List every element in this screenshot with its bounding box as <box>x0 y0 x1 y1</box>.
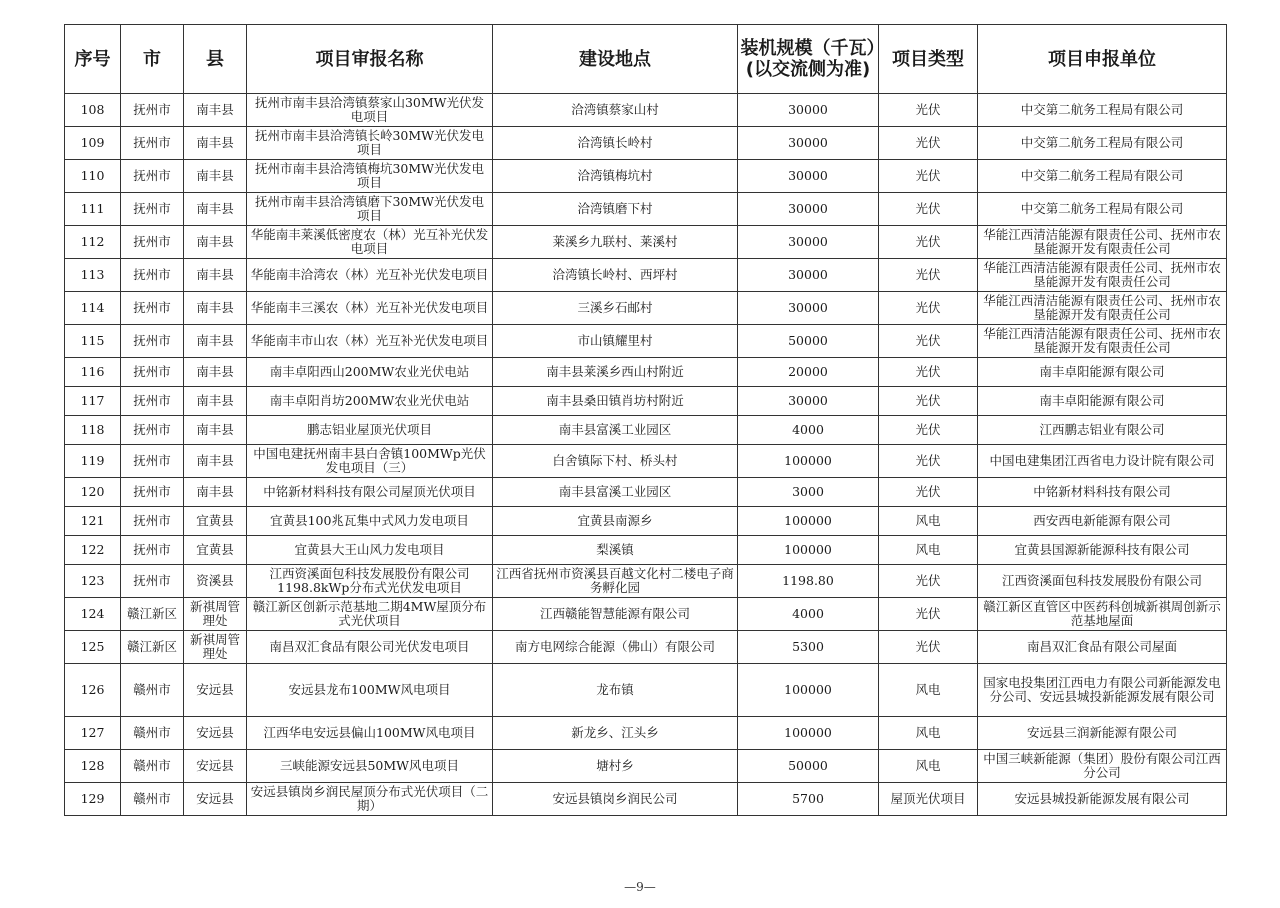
row-city: 抚州市 <box>121 536 184 565</box>
row-county: 南丰县 <box>184 358 247 387</box>
row-applicant: 南丰卓阳能源有限公司 <box>978 358 1227 387</box>
header-project-name: 项目审报名称 <box>247 25 493 94</box>
row-location: 安远县镇岗乡润民公司 <box>493 783 738 816</box>
row-project-name: 抚州市南丰县洽湾镇梅坑30MW光伏发电项目 <box>247 160 493 193</box>
table-row <box>65 478 1227 507</box>
row-capacity: 30000 <box>738 193 879 226</box>
row-applicant: 江西鹏志铝业有限公司 <box>978 416 1227 445</box>
row-no: 118 <box>65 416 121 445</box>
row-no: 117 <box>65 387 121 416</box>
row-county: 新祺周管理处 <box>184 631 247 664</box>
header-type: 项目类型 <box>879 25 978 94</box>
row-applicant: 西安西电新能源有限公司 <box>978 507 1227 536</box>
row-applicant: 中交第二航务工程局有限公司 <box>978 94 1227 127</box>
row-no: 122 <box>65 536 121 565</box>
row-type: 风电 <box>879 750 978 783</box>
row-applicant: 国家电投集团江西电力有限公司新能源发电分公司、安远县城投新能源发展有限公司 <box>978 664 1227 717</box>
row-capacity: 30000 <box>738 127 879 160</box>
table-row <box>65 507 1227 536</box>
row-applicant: 宜黄县国源新能源科技有限公司 <box>978 536 1227 565</box>
row-type: 光伏 <box>879 292 978 325</box>
row-city: 抚州市 <box>121 160 184 193</box>
row-location: 南丰县桑田镇肖坊村附近 <box>493 387 738 416</box>
row-capacity: 30000 <box>738 259 879 292</box>
table-row <box>65 536 1227 565</box>
table-row <box>65 358 1227 387</box>
row-type: 光伏 <box>879 127 978 160</box>
row-capacity: 30000 <box>738 160 879 193</box>
row-location: 新龙乡、江头乡 <box>493 717 738 750</box>
row-no: 110 <box>65 160 121 193</box>
table-row <box>65 717 1227 750</box>
table-row <box>65 664 1227 717</box>
row-location: 江西赣能智慧能源有限公司 <box>493 598 738 631</box>
row-county: 南丰县 <box>184 94 247 127</box>
row-project-name: 宜黄县大王山风力发电项目 <box>247 536 493 565</box>
row-location: 洽湾镇磨下村 <box>493 193 738 226</box>
row-applicant: 中国三峡新能源（集团）股份有限公司江西分公司 <box>978 750 1227 783</box>
row-county: 南丰县 <box>184 416 247 445</box>
row-location: 南丰县富溪工业园区 <box>493 416 738 445</box>
row-no: 115 <box>65 325 121 358</box>
row-city: 赣州市 <box>121 664 184 717</box>
row-county: 安远县 <box>184 664 247 717</box>
row-city: 抚州市 <box>121 358 184 387</box>
row-county: 安远县 <box>184 750 247 783</box>
row-city: 抚州市 <box>121 325 184 358</box>
row-project-name: 中国电建抚州南丰县白舍镇100MWp光伏发电项目（三） <box>247 445 493 478</box>
row-city: 抚州市 <box>121 565 184 598</box>
row-project-name: 抚州市南丰县洽湾镇蔡家山30MW光伏发电项目 <box>247 94 493 127</box>
row-city: 抚州市 <box>121 94 184 127</box>
row-no: 129 <box>65 783 121 816</box>
row-capacity: 100000 <box>738 445 879 478</box>
table-header-row <box>65 25 1227 94</box>
table-row <box>65 750 1227 783</box>
row-location: 南丰县莱溪乡西山村附近 <box>493 358 738 387</box>
row-type: 光伏 <box>879 565 978 598</box>
row-county: 南丰县 <box>184 292 247 325</box>
row-county: 南丰县 <box>184 160 247 193</box>
row-project-name: 安远县镇岗乡润民屋顶分布式光伏项目（二期） <box>247 783 493 816</box>
row-applicant: 赣江新区直管区中医药科创城新祺周创新示范基地屋面 <box>978 598 1227 631</box>
row-county: 安远县 <box>184 783 247 816</box>
table-row <box>65 193 1227 226</box>
row-no: 109 <box>65 127 121 160</box>
row-applicant: 中铭新材料科技有限公司 <box>978 478 1227 507</box>
row-type: 光伏 <box>879 478 978 507</box>
row-applicant: 南丰卓阳能源有限公司 <box>978 387 1227 416</box>
table-row <box>65 292 1227 325</box>
row-county: 南丰县 <box>184 193 247 226</box>
table-row <box>65 160 1227 193</box>
row-no: 112 <box>65 226 121 259</box>
row-project-name: 安远县龙布100MW风电项目 <box>247 664 493 717</box>
row-location: 南方电网综合能源（佛山）有限公司 <box>493 631 738 664</box>
row-capacity: 30000 <box>738 387 879 416</box>
row-project-name: 中铭新材料科技有限公司屋顶光伏项目 <box>247 478 493 507</box>
row-no: 113 <box>65 259 121 292</box>
row-project-name: 抚州市南丰县洽湾镇长岭30MW光伏发电项目 <box>247 127 493 160</box>
row-county: 南丰县 <box>184 445 247 478</box>
row-applicant: 江西资溪面包科技发展股份有限公司 <box>978 565 1227 598</box>
row-location: 江西省抚州市资溪县百越文化村二楼电子商务孵化园 <box>493 565 738 598</box>
row-no: 125 <box>65 631 121 664</box>
row-no: 121 <box>65 507 121 536</box>
row-city: 抚州市 <box>121 226 184 259</box>
row-no: 116 <box>65 358 121 387</box>
row-project-name: 南昌双汇食品有限公司光伏发电项目 <box>247 631 493 664</box>
row-type: 光伏 <box>879 445 978 478</box>
row-applicant: 安远县三润新能源有限公司 <box>978 717 1227 750</box>
row-location: 塘村乡 <box>493 750 738 783</box>
row-type: 光伏 <box>879 226 978 259</box>
header-location: 建设地点 <box>493 25 738 94</box>
row-applicant: 南昌双汇食品有限公司屋面 <box>978 631 1227 664</box>
row-capacity: 5700 <box>738 783 879 816</box>
table-row <box>65 565 1227 598</box>
row-county: 南丰县 <box>184 259 247 292</box>
row-county: 南丰县 <box>184 478 247 507</box>
row-county: 南丰县 <box>184 226 247 259</box>
row-applicant: 中交第二航务工程局有限公司 <box>978 127 1227 160</box>
row-type: 光伏 <box>879 193 978 226</box>
row-city: 赣州市 <box>121 783 184 816</box>
row-applicant: 华能江西清洁能源有限责任公司、抚州市农垦能源开发有限责任公司 <box>978 325 1227 358</box>
row-city: 赣州市 <box>121 717 184 750</box>
table-row <box>65 94 1227 127</box>
table-row <box>65 387 1227 416</box>
row-city: 赣州市 <box>121 750 184 783</box>
row-capacity: 50000 <box>738 325 879 358</box>
row-type: 光伏 <box>879 387 978 416</box>
row-capacity: 100000 <box>738 536 879 565</box>
row-location: 洽湾镇长岭村、西坪村 <box>493 259 738 292</box>
row-county: 南丰县 <box>184 325 247 358</box>
row-type: 光伏 <box>879 358 978 387</box>
row-county: 南丰县 <box>184 387 247 416</box>
row-county: 资溪县 <box>184 565 247 598</box>
row-project-name: 江西华电安远县偏山100MW风电项目 <box>247 717 493 750</box>
row-project-name: 宜黄县100兆瓦集中式风力发电项目 <box>247 507 493 536</box>
row-location: 洽湾镇长岭村 <box>493 127 738 160</box>
header-capacity: 装机规模（千瓦）(以交流侧为准) <box>738 25 879 94</box>
table-row <box>65 325 1227 358</box>
row-city: 抚州市 <box>121 507 184 536</box>
row-project-name: 南丰卓阳西山200MW农业光伏电站 <box>247 358 493 387</box>
row-no: 120 <box>65 478 121 507</box>
row-no: 114 <box>65 292 121 325</box>
row-applicant: 中国电建集团江西省电力设计院有限公司 <box>978 445 1227 478</box>
row-county: 南丰县 <box>184 127 247 160</box>
row-capacity: 100000 <box>738 664 879 717</box>
table-row <box>65 416 1227 445</box>
row-capacity: 100000 <box>738 717 879 750</box>
row-project-name: 华能南丰莱溪低密度农（林）光互补光伏发电项目 <box>247 226 493 259</box>
row-location: 三溪乡石邮村 <box>493 292 738 325</box>
row-capacity: 30000 <box>738 94 879 127</box>
row-project-name: 华能南丰洽湾农（林）光互补光伏发电项目 <box>247 259 493 292</box>
table-body <box>65 94 1227 816</box>
row-no: 123 <box>65 565 121 598</box>
header-county: 县 <box>184 25 247 94</box>
row-no: 127 <box>65 717 121 750</box>
row-capacity: 100000 <box>738 507 879 536</box>
row-no: 126 <box>65 664 121 717</box>
row-type: 风电 <box>879 536 978 565</box>
row-county: 宜黄县 <box>184 507 247 536</box>
row-city: 赣江新区 <box>121 598 184 631</box>
row-city: 抚州市 <box>121 387 184 416</box>
row-capacity: 1198.80 <box>738 565 879 598</box>
row-project-name: 江西资溪面包科技发展股份有限公司1198.8kWp分布式光伏发电项目 <box>247 565 493 598</box>
row-capacity: 50000 <box>738 750 879 783</box>
table-row <box>65 127 1227 160</box>
row-project-name: 赣江新区创新示范基地二期4MW屋顶分布式光伏项目 <box>247 598 493 631</box>
row-city: 抚州市 <box>121 259 184 292</box>
row-city: 抚州市 <box>121 127 184 160</box>
row-project-name: 华能南丰市山农（林）光互补光伏发电项目 <box>247 325 493 358</box>
row-type: 光伏 <box>879 160 978 193</box>
row-location: 市山镇耀里村 <box>493 325 738 358</box>
row-capacity: 4000 <box>738 598 879 631</box>
table-row <box>65 631 1227 664</box>
row-project-name: 华能南丰三溪农（林）光互补光伏发电项目 <box>247 292 493 325</box>
table-row <box>65 445 1227 478</box>
header-city: 市 <box>121 25 184 94</box>
row-location: 梨溪镇 <box>493 536 738 565</box>
row-applicant: 中交第二航务工程局有限公司 <box>978 160 1227 193</box>
row-type: 风电 <box>879 664 978 717</box>
row-applicant: 中交第二航务工程局有限公司 <box>978 193 1227 226</box>
header-no: 序号 <box>65 25 121 94</box>
row-project-name: 三峡能源安远县50MW风电项目 <box>247 750 493 783</box>
row-type: 光伏 <box>879 325 978 358</box>
row-no: 119 <box>65 445 121 478</box>
table-row <box>65 226 1227 259</box>
project-table <box>64 24 1227 816</box>
table-row <box>65 259 1227 292</box>
page-number: —9— <box>624 880 656 894</box>
row-no: 111 <box>65 193 121 226</box>
table-row <box>65 598 1227 631</box>
row-type: 光伏 <box>879 94 978 127</box>
row-type: 风电 <box>879 717 978 750</box>
row-city: 抚州市 <box>121 416 184 445</box>
row-no: 128 <box>65 750 121 783</box>
row-location: 龙布镇 <box>493 664 738 717</box>
row-location: 洽湾镇梅坑村 <box>493 160 738 193</box>
row-type: 光伏 <box>879 416 978 445</box>
row-city: 抚州市 <box>121 478 184 507</box>
row-capacity: 30000 <box>738 292 879 325</box>
row-location: 南丰县富溪工业园区 <box>493 478 738 507</box>
row-city: 抚州市 <box>121 292 184 325</box>
row-county: 新祺周管理处 <box>184 598 247 631</box>
row-capacity: 5300 <box>738 631 879 664</box>
row-project-name: 南丰卓阳肖坊200MW农业光伏电站 <box>247 387 493 416</box>
row-applicant: 华能江西清洁能源有限责任公司、抚州市农垦能源开发有限责任公司 <box>978 226 1227 259</box>
row-location: 洽湾镇蔡家山村 <box>493 94 738 127</box>
row-type: 光伏 <box>879 631 978 664</box>
row-no: 108 <box>65 94 121 127</box>
row-no: 124 <box>65 598 121 631</box>
row-location: 宜黄县南源乡 <box>493 507 738 536</box>
row-project-name: 抚州市南丰县洽湾镇磨下30MW光伏发电项目 <box>247 193 493 226</box>
row-capacity: 20000 <box>738 358 879 387</box>
row-type: 光伏 <box>879 259 978 292</box>
row-applicant: 华能江西清洁能源有限责任公司、抚州市农垦能源开发有限责任公司 <box>978 259 1227 292</box>
row-county: 安远县 <box>184 717 247 750</box>
row-county: 宜黄县 <box>184 536 247 565</box>
row-location: 莱溪乡九联村、莱溪村 <box>493 226 738 259</box>
row-city: 抚州市 <box>121 193 184 226</box>
row-city: 赣江新区 <box>121 631 184 664</box>
row-capacity: 30000 <box>738 226 879 259</box>
header-applicant: 项目申报单位 <box>978 25 1227 94</box>
row-location: 白舍镇际下村、桥头村 <box>493 445 738 478</box>
row-applicant: 华能江西清洁能源有限责任公司、抚州市农垦能源开发有限责任公司 <box>978 292 1227 325</box>
row-city: 抚州市 <box>121 445 184 478</box>
row-capacity: 4000 <box>738 416 879 445</box>
row-type: 屋顶光伏项目 <box>879 783 978 816</box>
row-project-name: 鹏志铝业屋顶光伏项目 <box>247 416 493 445</box>
row-applicant: 安远县城投新能源发展有限公司 <box>978 783 1227 816</box>
row-capacity: 3000 <box>738 478 879 507</box>
row-type: 风电 <box>879 507 978 536</box>
row-type: 光伏 <box>879 598 978 631</box>
table-row <box>65 783 1227 816</box>
